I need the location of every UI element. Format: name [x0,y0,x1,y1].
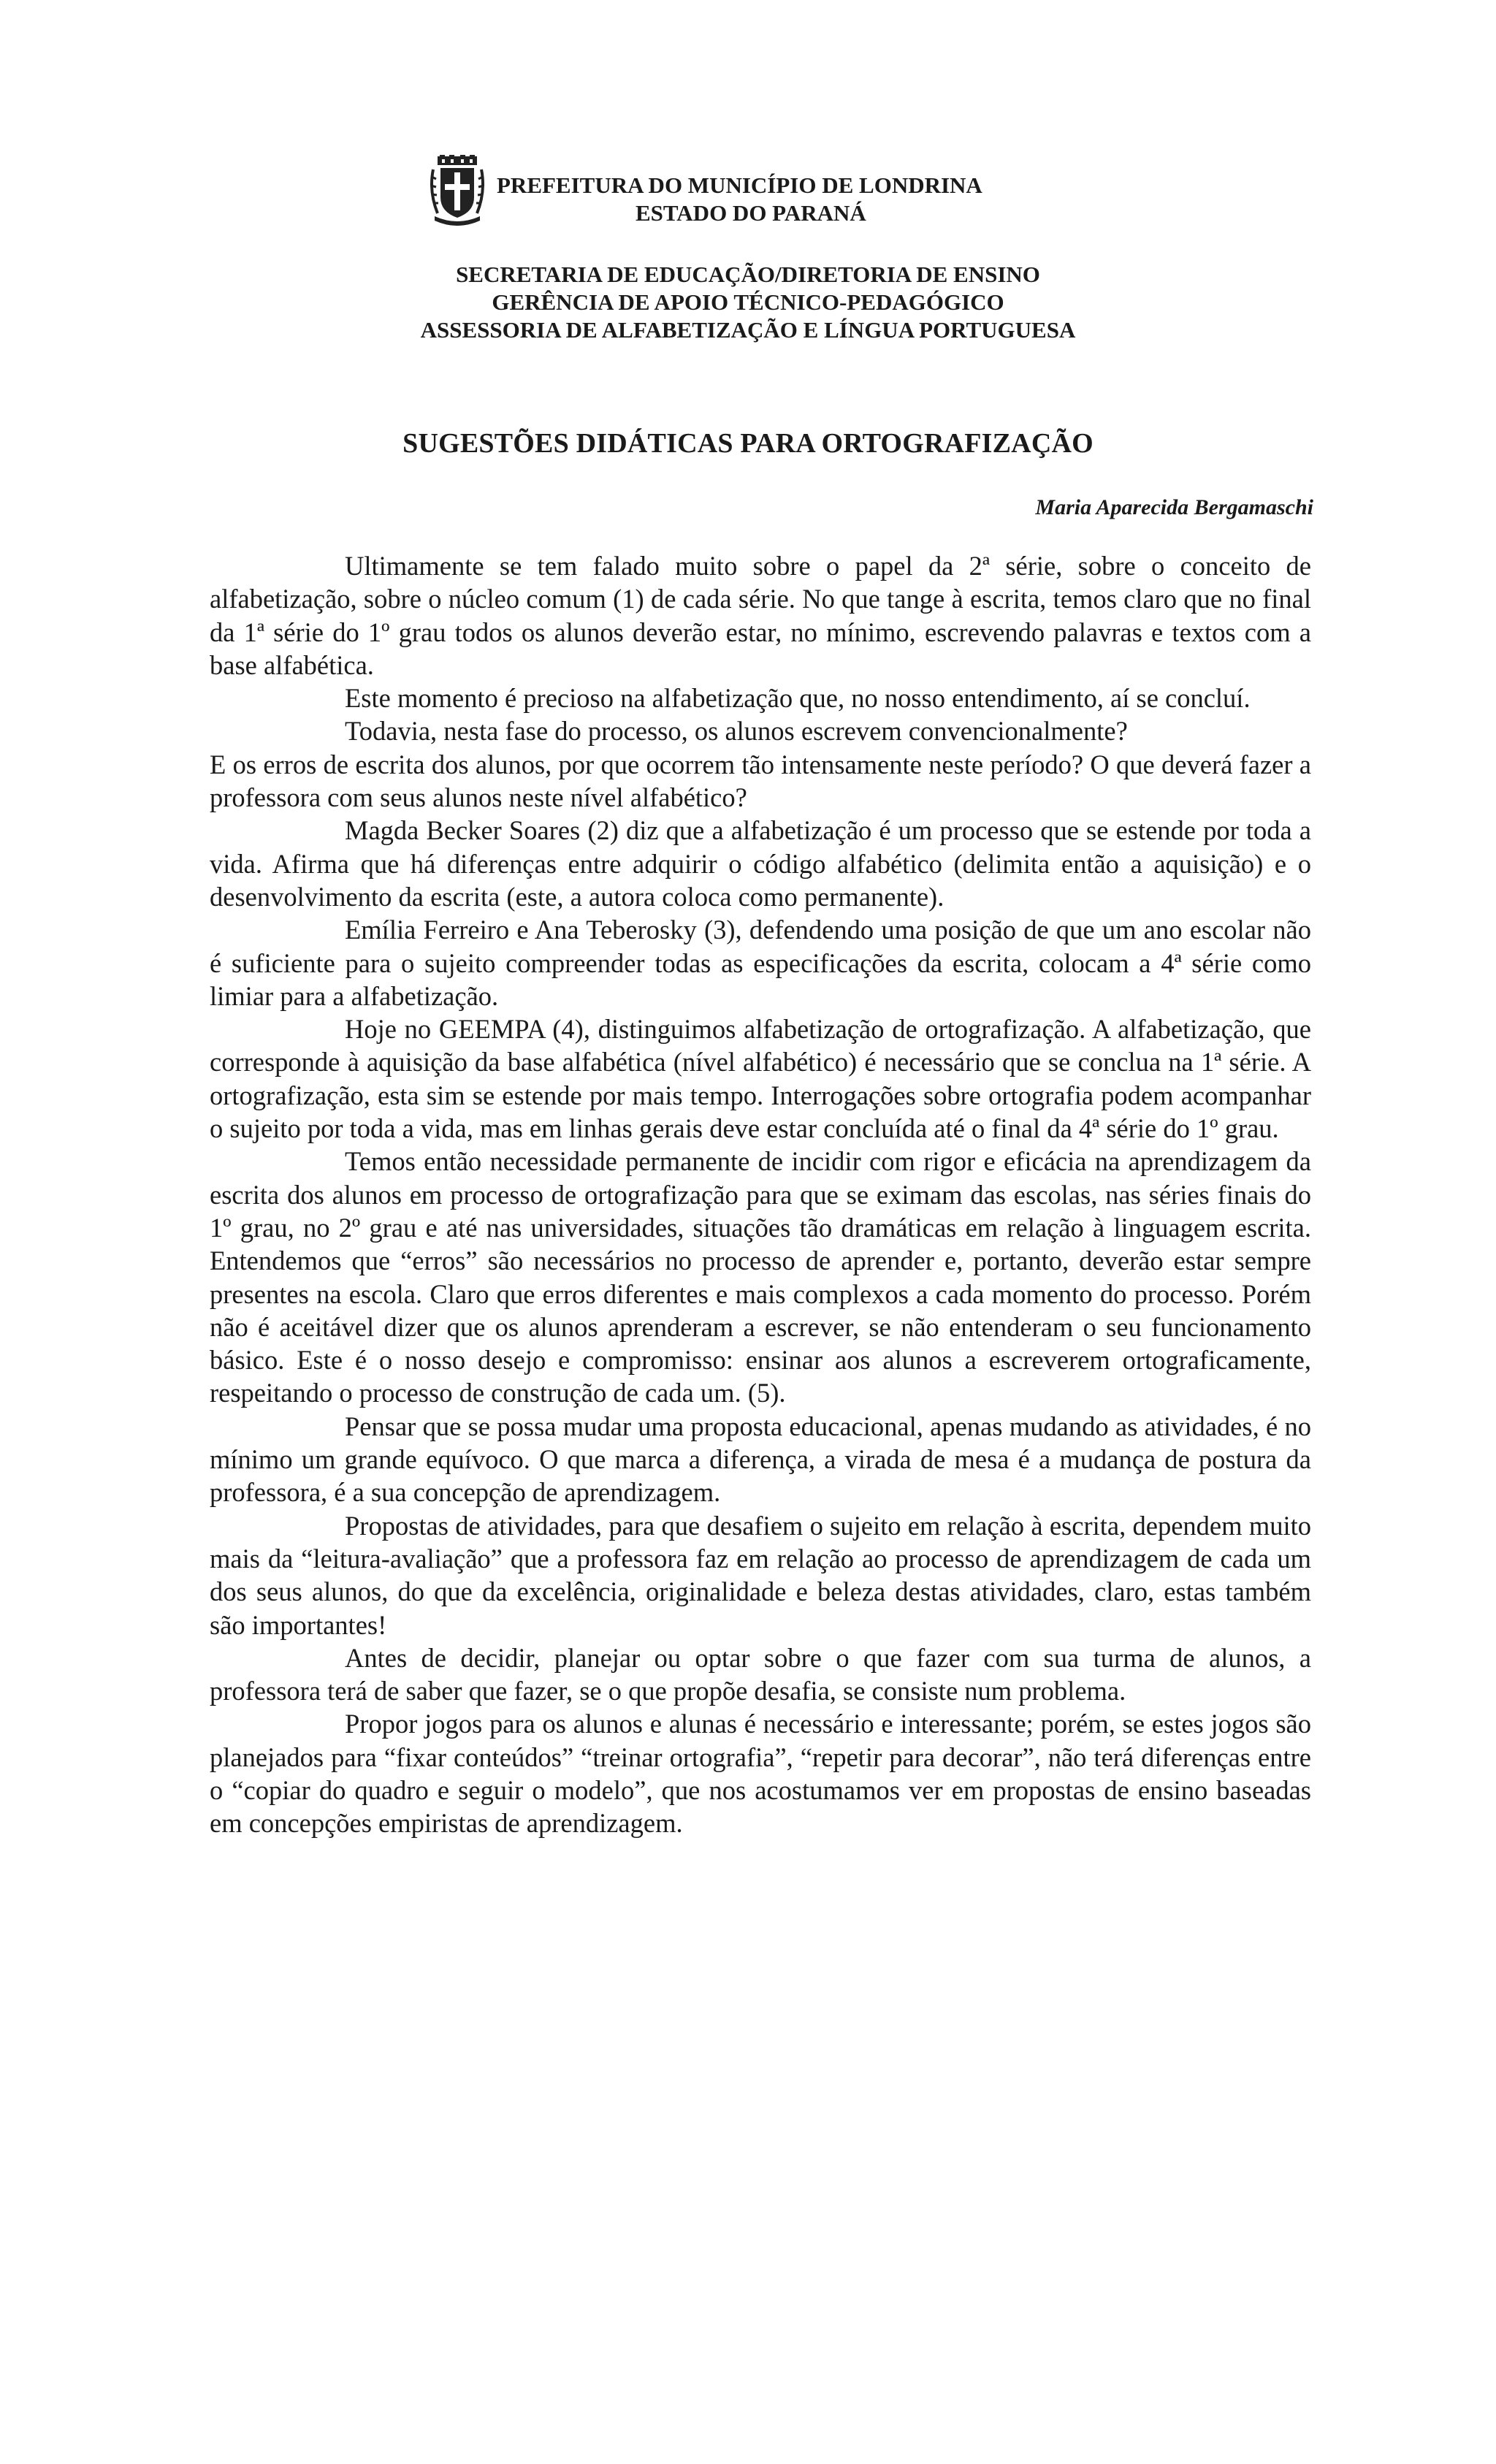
paragraph: Magda Becker Soares (2) diz que a alfabetização é um processo que se estende por toda a vida. Afirma que há diferenças entre adquirir o código alfabético (delimita então a aquisição) e o desenvolvimento da escrita (este, a autora coloca como permanente). [210,815,1311,912]
paragraph: Ultimamente se tem falado muito sobre o papel da 2ª série, sobre o conceito de alfabetização, sobre o núcleo comum (1) de cada série. No que tange à escrita, temos claro que no final da 1ª série do 1º grau todos os alunos deverão estar, no mínimo, escrevendo palavras e textos com a base alfabética. [210,551,1311,680]
department-line-2: GERÊNCIA DE APOIO TÉCNICO-PEDAGÓGICO [492,289,1004,315]
document-body [210,549,1311,1840]
author-name: Maria Aparecida Bergamaschi [1035,495,1313,519]
document-title: SUGESTÕES DIDÁTICAS PARA ORTOGRAFIZAÇÃO [402,428,1094,459]
city-coat-of-arms-icon [427,155,487,226]
municipality-name: PREFEITURA DO MUNICÍPIO DE LONDRINA [497,172,982,198]
paragraph: Propostas de atividades, para que desafiem o sujeito em relação à escrita, dependem muito mais da “leitura-avaliação” que a professora faz em relação ao processo de aprendizagem de cada um dos seus alunos, do que da excelência, originalidade e beleza destas atividades, claro, estas também são importantes! [210,1510,1311,1640]
paragraph: Temos então necessidade permanente de incidir com rigor e eficácia na aprendizagem da escrita dos alunos em processo de ortografização para que se eximam das escolas, nas séries finais do 1º grau, no 2º grau e até nas universidades, situações tão dramáticas em relação à linguagem escrita. Entendemos que “erros” são necessários no processo de aprender e, portanto, deverão estar sempre presentes na escola. Claro que erros diferentes e mais complexos a cada momento do processo. Porém não é aceitável dizer que os alunos aprenderam a escrever, se não entenderam o seu funcionamento básico. Este é o nosso desejo e compromisso: ensinar aos alunos a escreverem ortograficamente, respeitando o processo de construção de cada um. (5). [210,1146,1311,1408]
paragraph: Este momento é precioso na alfabetização que, no nosso entendimento, aí se concluí. [345,683,1251,714]
department-header [0,261,1496,344]
paragraph: Pensar que se possa mudar uma proposta educacional, apenas mudando as atividades, é no mínimo um grande equívoco. O que marca a diferença, a virada de mesa é a mudança de postura da professora, é a sua concepção de aprendizagem. [210,1411,1311,1508]
paragraph: Emília Ferreiro e Ana Teberosky (3), defendendo uma posição de que um ano escolar não é suficiente para o sujeito compreender todas as especificações da escrita, colocam a 4ª série como limiar para a alfabetização. [210,915,1311,1011]
paragraph: E os erros de escrita dos alunos, por que ocorrem tão intensamente neste período? O que deverá fazer a professora com seus alunos neste nível alfabético? [210,749,1311,813]
paragraph: Propor jogos para os alunos e alunas é necessário e interessante; porém, se estes jogos são planejados para “fixar conteúdos” “treinar ortografia”, “repetir para decorar”, não terá diferenças entre o “copiar do quadro e seguir o modelo”, que nos acostumamos ver em propostas de ensino baseadas em concepções empiristas de aprendizagem. [210,1709,1311,1839]
state-name: ESTADO DO PARANÁ [636,200,866,226]
paragraph: Antes de decidir, planejar ou optar sobre o que fazer com sua turma de alunos, a professora terá de saber que fazer, se o que propõe desafia, se consiste num problema. [210,1642,1311,1706]
department-line-3: ASSESSORIA DE ALFABETIZAÇÃO E LÍNGUA PORTUGUESA [420,317,1076,343]
letterhead [427,155,1085,228]
paragraph: Todavia, nesta fase do processo, os alunos escrevem convencionalmente? [345,716,1128,747]
department-line-1: SECRETARIA DE EDUCAÇÃO/DIRETORIA DE ENSINO [456,262,1040,287]
paragraph: Hoje no GEEMPA (4), distinguimos alfabetização de ortografização. A alfabetização, que corresponde à aquisição da base alfabética (nível alfabético) é necessário que se conclua na 1ª série. A ortografização, esta sim se estende por mais tempo. Interrogações sobre ortografia podem acompanhar o sujeito por toda a vida, mas em linhas gerais deve estar concluída até o final da 4ª série do 1º grau. [210,1014,1311,1144]
